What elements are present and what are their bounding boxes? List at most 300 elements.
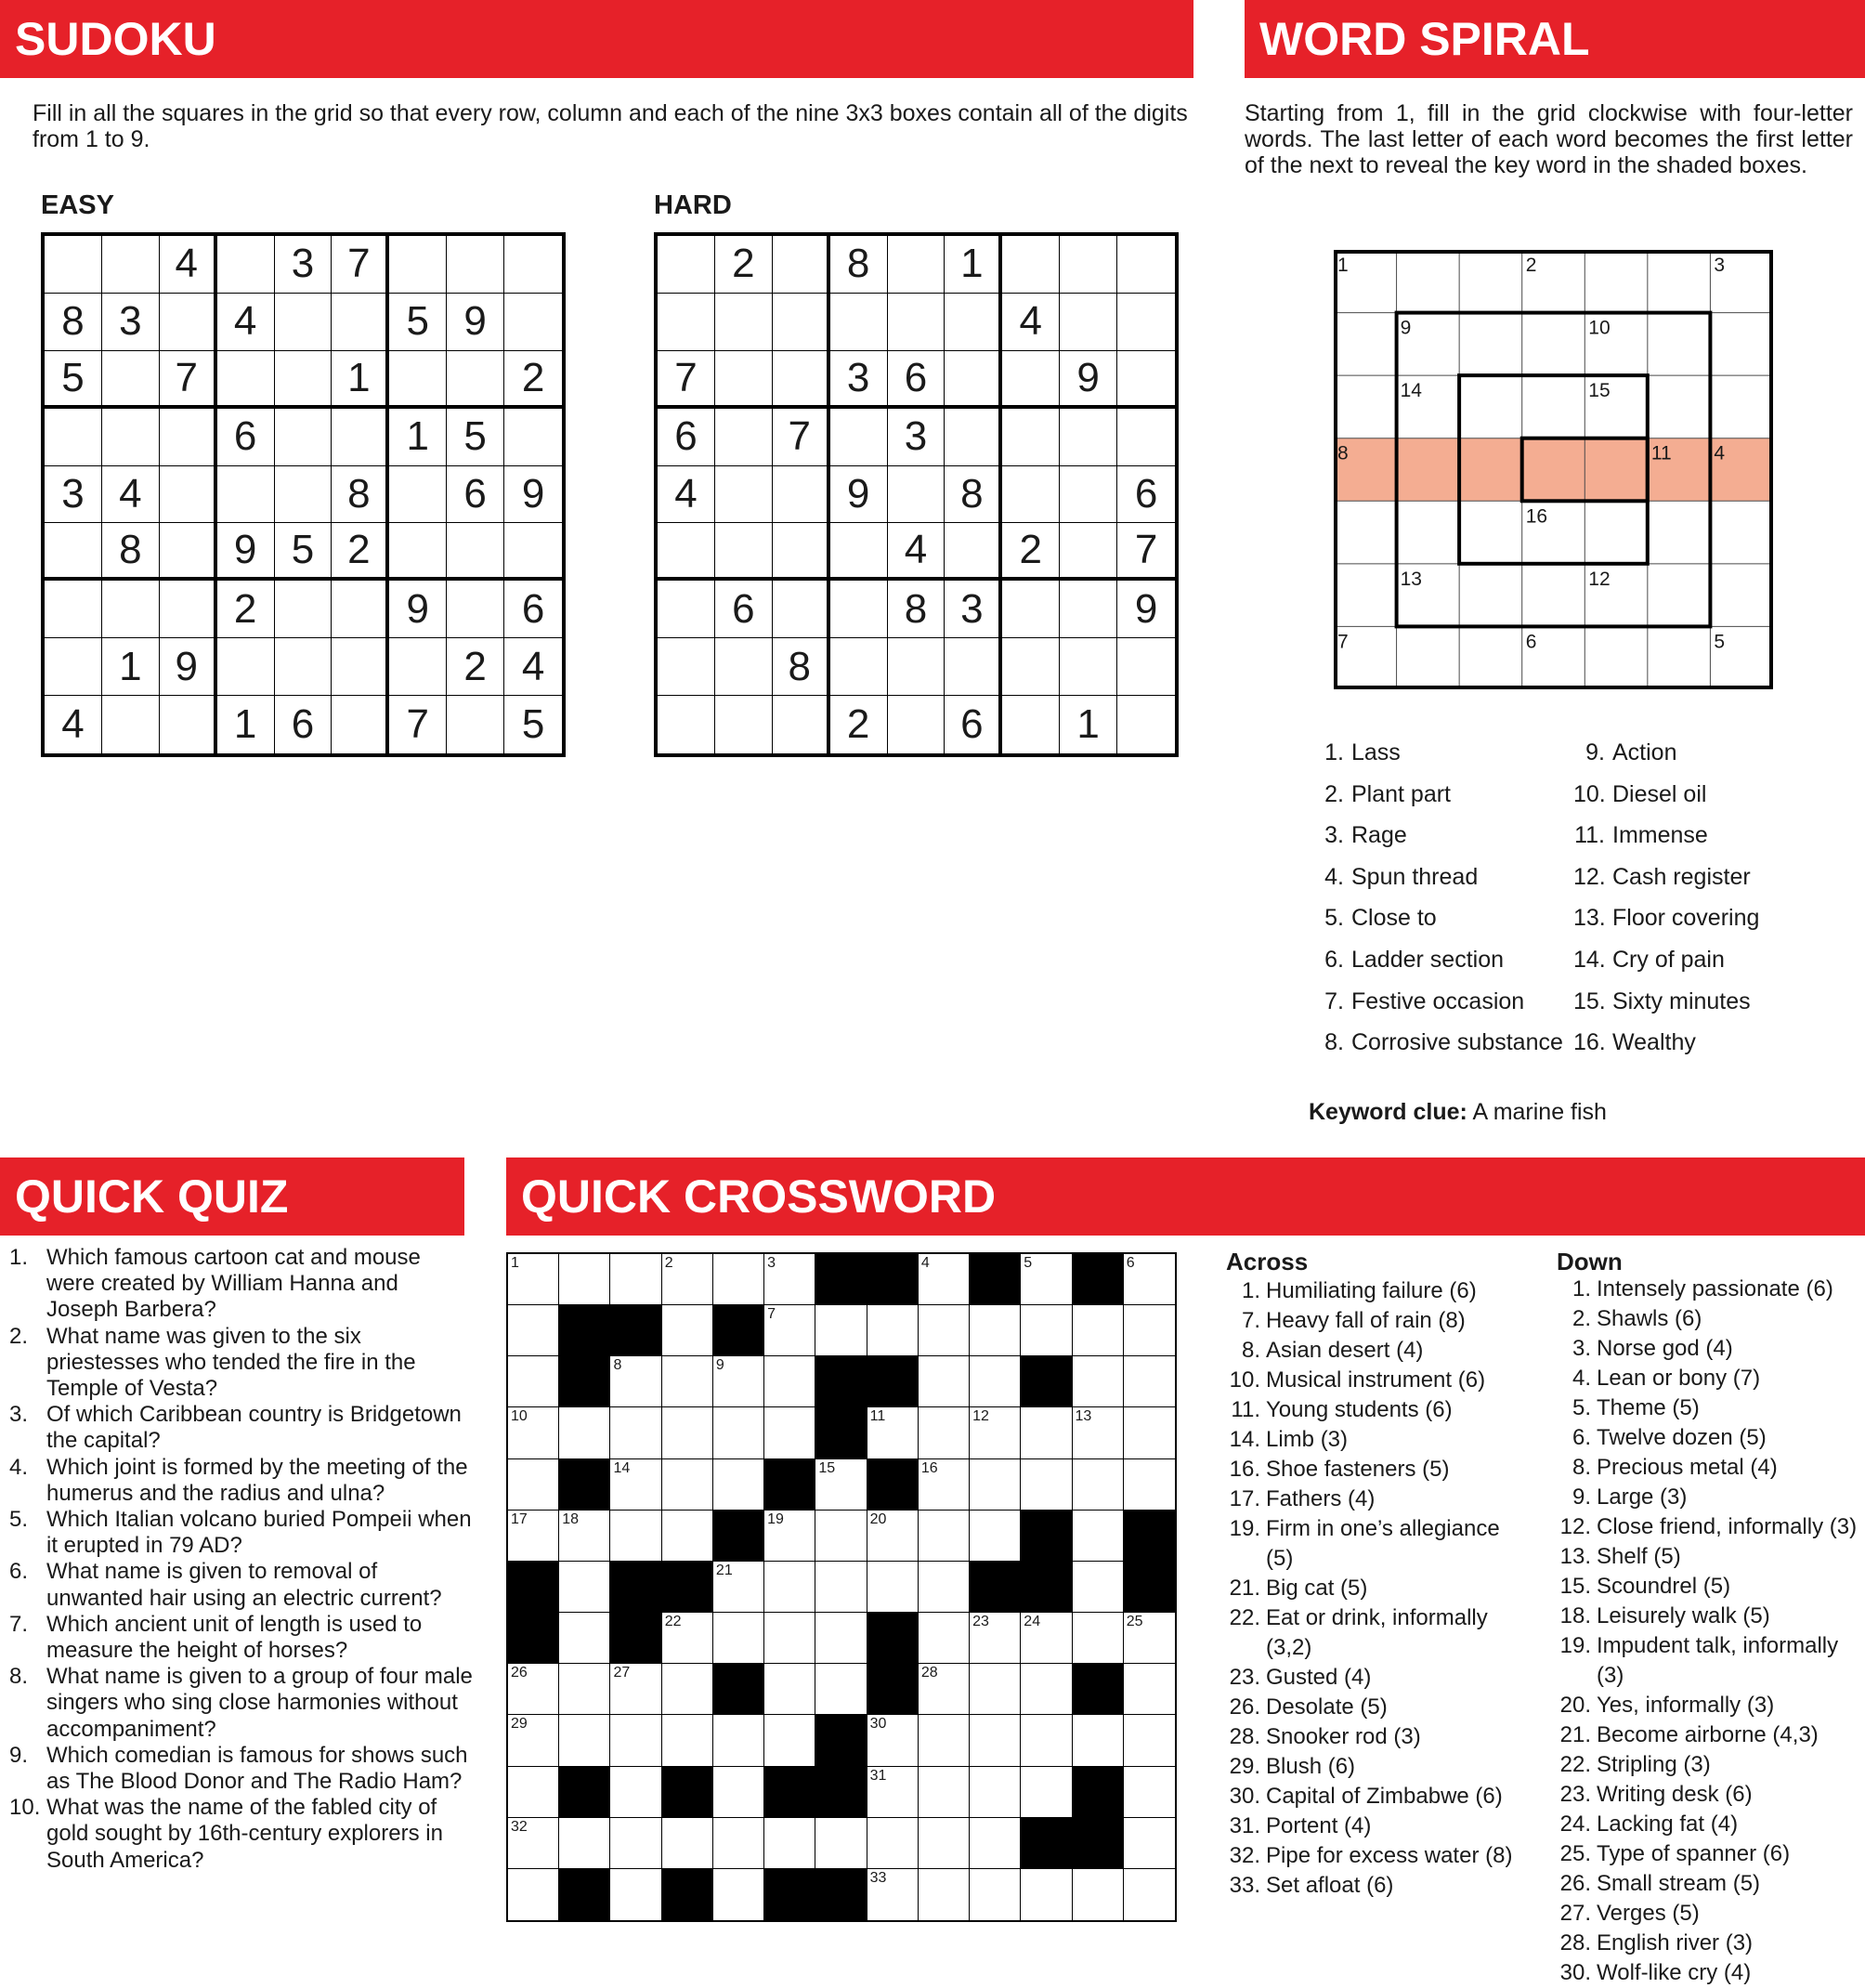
crossword-cell[interactable] (764, 1715, 815, 1766)
sudoku-cell[interactable] (945, 409, 1002, 466)
crossword-cell[interactable] (970, 1305, 1021, 1356)
crossword-black-cell (610, 1305, 661, 1356)
crossword-cell[interactable] (610, 1869, 661, 1920)
crossword-cell[interactable] (610, 1459, 661, 1511)
sudoku-cell[interactable] (217, 236, 275, 294)
sudoku-cell[interactable] (715, 696, 773, 753)
crossword-cell[interactable] (559, 1613, 610, 1664)
crossword-clue (1223, 1484, 1522, 1514)
crossword-cell[interactable] (508, 1767, 559, 1818)
sudoku-cell[interactable] (830, 409, 888, 466)
crossword-cell[interactable] (662, 1356, 713, 1407)
crossword-cell[interactable] (508, 1715, 559, 1766)
sudoku-cell[interactable] (102, 696, 160, 753)
crossword-cell[interactable] (764, 1407, 815, 1458)
crossword-cell[interactable] (610, 1511, 661, 1562)
crossword-cell[interactable] (919, 1562, 970, 1613)
crossword-cell[interactable] (508, 1664, 559, 1715)
crossword-cell[interactable] (1124, 1869, 1175, 1920)
sudoku-cell[interactable] (332, 409, 389, 466)
crossword-cell[interactable] (1021, 1613, 1072, 1664)
crossword-clue (1223, 1841, 1522, 1871)
sudoku-cell[interactable] (1060, 523, 1117, 581)
crossword-clue (1223, 1663, 1522, 1693)
crossword-cell-number: 16 (920, 1459, 938, 1476)
crossword-cell[interactable] (764, 1818, 815, 1869)
spiral-clues-left (1312, 739, 1582, 1070)
crossword-cell[interactable] (919, 1305, 970, 1356)
sudoku-cell[interactable] (1002, 581, 1060, 638)
crossword-cell[interactable] (1073, 1613, 1124, 1664)
sudoku-cell: 5 (45, 351, 102, 409)
crossword-black-cell (1073, 1254, 1124, 1305)
spiral-cell-number: 2 (1525, 255, 1537, 276)
sudoku-cell[interactable] (389, 466, 447, 524)
sudoku-cell[interactable] (447, 581, 504, 638)
crossword-black-cell (713, 1511, 764, 1562)
sudoku-cell[interactable] (773, 466, 830, 524)
sudoku-cell[interactable] (888, 638, 946, 696)
sudoku-cell[interactable] (773, 294, 830, 351)
crossword-cell[interactable] (919, 1254, 970, 1305)
sudoku-cell[interactable] (275, 638, 333, 696)
crossword-cell[interactable] (1021, 1767, 1072, 1818)
crossword-cell[interactable] (867, 1562, 919, 1613)
sudoku-cell[interactable] (389, 236, 447, 294)
crossword-cell[interactable] (867, 1511, 919, 1562)
crossword-black-cell (1073, 1818, 1124, 1869)
sudoku-cell[interactable] (504, 294, 562, 351)
crossword-cell[interactable] (713, 1869, 764, 1920)
crossword-cell[interactable] (1124, 1459, 1175, 1511)
crossword-cell[interactable] (559, 1664, 610, 1715)
crossword-cell[interactable] (662, 1818, 713, 1869)
clue-text: Snooker rod (3) (1266, 1724, 1421, 1749)
crossword-cell[interactable] (1124, 1254, 1175, 1305)
sudoku-cell[interactable] (160, 696, 217, 753)
crossword-cell[interactable] (970, 1715, 1021, 1766)
crossword-cell[interactable] (970, 1664, 1021, 1715)
across-heading: Across (1226, 1248, 1309, 1275)
sudoku-cell[interactable] (217, 351, 275, 409)
sudoku-cell[interactable] (160, 294, 217, 351)
sudoku-cell[interactable] (658, 236, 715, 294)
sudoku-cell[interactable] (773, 351, 830, 409)
crossword-cell[interactable] (610, 1254, 661, 1305)
sudoku-cell[interactable] (102, 351, 160, 409)
crossword-cell[interactable] (919, 1715, 970, 1766)
sudoku-cell[interactable] (715, 351, 773, 409)
sudoku-cell[interactable] (1002, 236, 1060, 294)
crossword-cell[interactable] (970, 1869, 1021, 1920)
crossword-cell[interactable] (1073, 1562, 1124, 1613)
clue-number: 21. (1559, 1722, 1591, 1747)
clue-number: 20. (1559, 1693, 1591, 1718)
crossword-cell[interactable] (662, 1613, 713, 1664)
crossword-cell[interactable] (1073, 1407, 1124, 1458)
sudoku-cell[interactable] (447, 696, 504, 753)
clue-text: Capital of Zimbabwe (6) (1266, 1784, 1503, 1809)
quick-quiz-questions (9, 1245, 474, 1874)
sudoku-cell[interactable] (447, 236, 504, 294)
sudoku-cell[interactable] (888, 696, 946, 753)
sudoku-cell[interactable] (888, 236, 946, 294)
crossword-cell[interactable] (662, 1305, 713, 1356)
sudoku-cell: 6 (447, 466, 504, 524)
crossword-black-cell (508, 1613, 559, 1664)
crossword-cell[interactable] (1124, 1664, 1175, 1715)
sudoku-cell: 6 (504, 581, 562, 638)
sudoku-cell[interactable] (447, 523, 504, 581)
clue-number: 25. (1559, 1841, 1591, 1866)
sudoku-cell[interactable] (1002, 638, 1060, 696)
word-spiral-title: WORD SPIRAL (1259, 13, 1590, 65)
clue-text: Musical instrument (6) (1266, 1367, 1486, 1393)
clue-number: 31. (1229, 1813, 1260, 1838)
crossword-cell[interactable] (508, 1407, 559, 1458)
sudoku-cell[interactable] (275, 409, 333, 466)
crossword-cell[interactable] (713, 1613, 764, 1664)
crossword-cell[interactable] (867, 1818, 919, 1869)
sudoku-cell[interactable] (504, 523, 562, 581)
crossword-cell[interactable] (713, 1818, 764, 1869)
crossword-cell[interactable] (1124, 1767, 1175, 1818)
sudoku-cell[interactable] (888, 466, 946, 524)
sudoku-cell[interactable] (773, 236, 830, 294)
sudoku-cell[interactable] (1117, 236, 1175, 294)
sudoku-cell[interactable] (389, 351, 447, 409)
crossword-cell[interactable] (559, 1562, 610, 1613)
sudoku-cell[interactable] (102, 581, 160, 638)
clue-number: 2. (1324, 780, 1344, 807)
sudoku-cell[interactable] (945, 351, 1002, 409)
crossword-cell[interactable] (1021, 1254, 1072, 1305)
crossword-cell[interactable] (610, 1356, 661, 1407)
sudoku-cell[interactable] (1060, 236, 1117, 294)
crossword-cell[interactable] (1021, 1664, 1072, 1715)
crossword-cell[interactable] (1021, 1305, 1072, 1356)
crossword-cell[interactable] (508, 1305, 559, 1356)
sudoku-cell[interactable] (1060, 638, 1117, 696)
crossword-clue (1554, 1483, 1860, 1512)
sudoku-cell: 6 (1117, 466, 1175, 524)
clue-number: 28. (1559, 1930, 1591, 1955)
crossword-cell[interactable] (1073, 1356, 1124, 1407)
sudoku-cell[interactable] (1117, 294, 1175, 351)
sudoku-cell[interactable] (658, 638, 715, 696)
crossword-cell[interactable] (815, 1613, 867, 1664)
sudoku-cell[interactable] (715, 294, 773, 351)
crossword-cell[interactable] (970, 1511, 1021, 1562)
crossword-cell[interactable] (559, 1715, 610, 1766)
crossword-cell[interactable] (508, 1356, 559, 1407)
crossword-cell[interactable] (764, 1562, 815, 1613)
sudoku-cell[interactable] (1002, 466, 1060, 524)
sudoku-cell[interactable] (504, 409, 562, 466)
sudoku-cell[interactable] (830, 294, 888, 351)
crossword-cell[interactable] (764, 1664, 815, 1715)
sudoku-cell[interactable] (715, 409, 773, 466)
crossword-cell[interactable] (919, 1613, 970, 1664)
quiz-question (9, 1402, 474, 1454)
sudoku-cell[interactable] (45, 581, 102, 638)
sudoku-cell[interactable] (1060, 294, 1117, 351)
crossword-cell[interactable] (559, 1818, 610, 1869)
crossword-cell[interactable] (559, 1254, 610, 1305)
crossword-cell[interactable] (1073, 1511, 1124, 1562)
sudoku-cell[interactable] (1002, 409, 1060, 466)
sudoku-cell[interactable] (830, 638, 888, 696)
clue-text: Wolf-like cry (4) (1597, 1960, 1752, 1985)
clue-number: 30. (1559, 1960, 1591, 1985)
clue-number: 28. (1229, 1724, 1260, 1749)
sudoku-cell[interactable] (217, 638, 275, 696)
sudoku-cell[interactable] (830, 581, 888, 638)
crossword-cell[interactable] (559, 1407, 610, 1458)
spiral-clue (1312, 821, 1582, 863)
spiral-clue (1573, 987, 1852, 1029)
crossword-cell[interactable] (662, 1664, 713, 1715)
spiral-shaded-row (1334, 438, 1773, 502)
crossword-cell[interactable] (713, 1562, 764, 1613)
crossword-black-cell (559, 1767, 610, 1818)
clue-number: 14. (1573, 946, 1606, 973)
sudoku-cell[interactable] (658, 523, 715, 581)
crossword-cell[interactable] (919, 1511, 970, 1562)
sudoku-cell[interactable] (389, 638, 447, 696)
sudoku-cell[interactable] (830, 523, 888, 581)
crossword-cell[interactable] (970, 1818, 1021, 1869)
sudoku-header-band (0, 0, 1193, 78)
sudoku-cell[interactable] (715, 466, 773, 524)
crossword-cell-number: 17 (511, 1511, 528, 1527)
crossword-cell[interactable] (1073, 1869, 1124, 1920)
crossword-cell[interactable] (610, 1664, 661, 1715)
crossword-cell[interactable] (1073, 1305, 1124, 1356)
sudoku-cell: 1 (217, 696, 275, 753)
crossword-cell[interactable] (610, 1715, 661, 1766)
crossword-cell[interactable] (508, 1459, 559, 1511)
crossword-cell[interactable] (713, 1254, 764, 1305)
crossword-cell[interactable] (867, 1869, 919, 1920)
crossword-cell[interactable] (508, 1869, 559, 1920)
sudoku-cell[interactable] (45, 523, 102, 581)
crossword-cell-number: 6 (1126, 1255, 1135, 1271)
clue-text: Yes, informally (3) (1597, 1693, 1775, 1718)
clue-number: 9. (1585, 739, 1605, 765)
sudoku-cell[interactable] (45, 638, 102, 696)
sudoku-cell: 2 (1002, 523, 1060, 581)
sudoku-cell[interactable] (1117, 409, 1175, 466)
crossword-cell[interactable] (919, 1869, 970, 1920)
crossword-cell[interactable] (815, 1511, 867, 1562)
sudoku-cell[interactable] (389, 523, 447, 581)
sudoku-cell[interactable] (447, 351, 504, 409)
sudoku-cell[interactable] (275, 294, 333, 351)
crossword-cell[interactable] (713, 1356, 764, 1407)
sudoku-cell: 2 (332, 523, 389, 581)
sudoku-cell[interactable] (275, 581, 333, 638)
crossword-cell[interactable] (610, 1767, 661, 1818)
crossword-cell[interactable] (1124, 1356, 1175, 1407)
sudoku-cell[interactable] (332, 294, 389, 351)
sudoku-cell[interactable] (945, 638, 1002, 696)
crossword-cell[interactable] (713, 1407, 764, 1458)
crossword-cell[interactable] (764, 1254, 815, 1305)
sudoku-cell: 1 (332, 351, 389, 409)
crossword-cell[interactable] (919, 1459, 970, 1511)
sudoku-cell: 3 (830, 351, 888, 409)
sudoku-cell[interactable] (275, 351, 333, 409)
sudoku-cell[interactable] (1002, 351, 1060, 409)
crossword-cell[interactable] (713, 1459, 764, 1511)
sudoku-cell[interactable] (504, 236, 562, 294)
sudoku-cell[interactable] (715, 523, 773, 581)
crossword-cell[interactable] (970, 1613, 1021, 1664)
clue-number: 10. (1573, 780, 1606, 807)
quiz-question (9, 1743, 474, 1795)
crossword-black-cell (1021, 1511, 1072, 1562)
crossword-cell[interactable] (610, 1818, 661, 1869)
crossword-cell[interactable] (713, 1767, 764, 1818)
sudoku-cell[interactable] (102, 236, 160, 294)
sudoku-cell[interactable] (888, 294, 946, 351)
sudoku-cell[interactable] (658, 696, 715, 753)
crossword-cell[interactable] (970, 1767, 1021, 1818)
crossword-cell[interactable] (713, 1715, 764, 1766)
spiral-clue (1312, 904, 1582, 946)
down-heading: Down (1557, 1248, 1623, 1275)
sudoku-cell[interactable] (773, 581, 830, 638)
crossword-cell[interactable] (815, 1818, 867, 1869)
crossword-cell-number: 30 (869, 1716, 887, 1733)
sudoku-cell[interactable] (275, 466, 333, 524)
crossword-cell[interactable] (559, 1511, 610, 1562)
crossword-cell[interactable] (610, 1407, 661, 1458)
sudoku-cell[interactable] (160, 466, 217, 524)
crossword-cell[interactable] (764, 1511, 815, 1562)
question-number: 9. (9, 1742, 29, 1768)
crossword-cell[interactable] (1021, 1407, 1072, 1458)
crossword-clue (1223, 1574, 1522, 1603)
sudoku-cell[interactable] (102, 409, 160, 466)
clue-number: 19. (1559, 1633, 1591, 1658)
clue-number: 27. (1559, 1901, 1591, 1926)
sudoku-cell[interactable] (160, 523, 217, 581)
crossword-cell[interactable] (764, 1356, 815, 1407)
sudoku-cell: 9 (447, 294, 504, 351)
crossword-cell[interactable] (970, 1407, 1021, 1458)
sudoku-cell[interactable] (658, 581, 715, 638)
crossword-cell[interactable] (508, 1511, 559, 1562)
crossword-cell[interactable] (662, 1459, 713, 1511)
clue-number: 10. (1229, 1367, 1260, 1393)
sudoku-cell: 4 (504, 638, 562, 696)
crossword-cell[interactable] (970, 1356, 1021, 1407)
crossword-cell[interactable] (815, 1459, 867, 1511)
sudoku-cell[interactable] (332, 696, 389, 753)
crossword-cell[interactable] (662, 1407, 713, 1458)
sudoku-cell[interactable] (1060, 466, 1117, 524)
crossword-cell[interactable] (1124, 1305, 1175, 1356)
clue-number: 32. (1229, 1843, 1260, 1868)
crossword-cell[interactable] (815, 1562, 867, 1613)
sudoku-cell: 6 (658, 409, 715, 466)
sudoku-cell[interactable] (773, 696, 830, 753)
crossword-cell[interactable] (867, 1305, 919, 1356)
crossword-cell[interactable] (919, 1356, 970, 1407)
crossword-cell[interactable] (508, 1254, 559, 1305)
crossword-cell[interactable] (764, 1305, 815, 1356)
crossword-cell[interactable] (1021, 1869, 1072, 1920)
crossword-black-cell (662, 1562, 713, 1613)
sudoku-hard-label: HARD (654, 190, 732, 220)
crossword-cell[interactable] (919, 1767, 970, 1818)
crossword-cell[interactable] (867, 1767, 919, 1818)
crossword-cell[interactable] (1073, 1459, 1124, 1511)
sudoku-cell[interactable] (1060, 581, 1117, 638)
spiral-cell-number: 7 (1337, 631, 1349, 653)
crossword-cell[interactable] (919, 1664, 970, 1715)
sudoku-cell[interactable] (1002, 696, 1060, 753)
sudoku-cell[interactable] (658, 294, 715, 351)
crossword-cell[interactable] (1124, 1407, 1175, 1458)
sudoku-cell: 7 (658, 351, 715, 409)
crossword-cell-number: 8 (613, 1357, 622, 1374)
sudoku-cell[interactable] (160, 581, 217, 638)
crossword-cell[interactable] (1124, 1818, 1175, 1869)
crossword-clue (1223, 1306, 1522, 1336)
crossword-cell[interactable] (508, 1818, 559, 1869)
crossword-cell[interactable] (764, 1613, 815, 1664)
sudoku-cell[interactable] (45, 409, 102, 466)
sudoku-cell[interactable] (217, 466, 275, 524)
crossword-cell[interactable] (970, 1459, 1021, 1511)
crossword-cell[interactable] (815, 1664, 867, 1715)
quiz-question (9, 1455, 474, 1507)
sudoku-cell[interactable] (160, 409, 217, 466)
crossword-cell[interactable] (867, 1407, 919, 1458)
crossword-cell[interactable] (1021, 1715, 1072, 1766)
clue-number: 4. (1324, 863, 1344, 890)
crossword-cell[interactable] (1021, 1459, 1072, 1511)
crossword-cell[interactable] (1124, 1715, 1175, 1766)
crossword-cell[interactable] (867, 1715, 919, 1766)
sudoku-cell[interactable] (332, 581, 389, 638)
sudoku-cell[interactable] (1117, 638, 1175, 696)
crossword-cell[interactable] (662, 1254, 713, 1305)
clue-text: Verges (5) (1597, 1901, 1700, 1926)
sudoku-cell[interactable] (945, 294, 1002, 351)
crossword-cell[interactable] (1073, 1715, 1124, 1766)
sudoku-cell[interactable] (332, 638, 389, 696)
sudoku-cell: 8 (773, 638, 830, 696)
sudoku-cell[interactable] (45, 236, 102, 294)
sudoku-cell[interactable] (715, 638, 773, 696)
crossword-cell[interactable] (919, 1407, 970, 1458)
crossword-cell[interactable] (662, 1715, 713, 1766)
sudoku-cell[interactable] (1060, 409, 1117, 466)
crossword-cell[interactable] (662, 1511, 713, 1562)
sudoku-cell[interactable] (773, 523, 830, 581)
sudoku-cell[interactable] (945, 523, 1002, 581)
sudoku-cell[interactable] (1117, 351, 1175, 409)
sudoku-cell[interactable] (1117, 696, 1175, 753)
crossword-cell[interactable] (815, 1305, 867, 1356)
clue-number: 24. (1559, 1811, 1591, 1837)
crossword-cell[interactable] (1124, 1613, 1175, 1664)
crossword-cell[interactable] (919, 1818, 970, 1869)
